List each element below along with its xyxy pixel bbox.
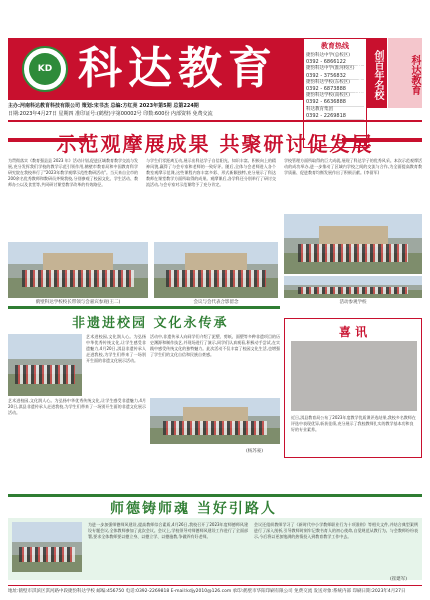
article3-divider (8, 494, 422, 497)
article1-headline: 示范观摩展成果 共聚研讨促发展 (56, 132, 374, 156)
hotline-label: 捷豹科达学校(东校区) (306, 79, 351, 85)
header-divider (8, 120, 422, 122)
article3-headline: 师德铸师魂 当好引路人 (110, 501, 277, 517)
hotline-label: 科达教育集团 (306, 106, 333, 112)
article1-col3: 学校管理方面所取得的巨大成就,展现了科达学子的优秀风采。本次示范观摩活动的成功举办,进一步推动了区域内学校之间的交流与合作,为全面提高教育教学质量、促进教育均衡发展作出了积极贡献。(李留军) (284, 158, 422, 175)
hotline-number: 0392 - 6866122 (306, 59, 364, 66)
article1-col2: 与学生们零距离互动,展示出科达学子自信阳光、知识丰富、积极向上的精神风貌,赢得了与会专家和老师的一致好评。随后,全体与会老师进入各个教室观摩示范课,这些课程内容丰富多彩、形式新颖独特,充分展示了科达教师在课堂教学方面所取得的成果。观摩课后,各学科还分别举行了研讨交流活动,与会专家对示范课给予了充分肯定。 (146, 158, 276, 187)
paper-title: 科达教育 (78, 43, 278, 94)
article1-photo-bottom-right (284, 276, 422, 298)
footer-divider (8, 585, 422, 586)
publication-meta-1: 主办:河南科达教育科技有限公司 策划:宋书杰 总编:方红亮 2023年第5期 总第224期 (8, 103, 199, 109)
hotline-number: 0392 - 3756832 (306, 73, 364, 80)
hotline-label: 捷豹科达学校(南校区) (306, 93, 351, 99)
logo-emblem: KD (29, 53, 61, 85)
article2-col2: 活动中,非遗传承人向同学们介绍了泥塑、剪纸、面塑等多种非遗项目的历史渊源和制作技艺,并现场进行了演示,同学们认真观看,积极动手尝试,在实践中感受传统文化的独特魅力。此次活动不仅丰富了校园文化生活,也增强了学生们的文化自信和民族自豪感。 (150, 334, 280, 357)
article1-photo-left (8, 242, 148, 298)
article1-caption-3: 活动参观学校 (339, 300, 367, 305)
news-box-text: 近日,淇县教育局公布了2023年度教学优质课评选结果,我校多名教师在评选中表现优异,斩获佳绩,充分展示了我校教师扎实的教学基本功和良好的专业素养。 (291, 415, 416, 432)
article3-author: (崔建军) (390, 577, 408, 582)
publication-meta-2: 日期:2023年4月27日 星期四 准印证号:(鹤壁)字第00002号 印数:600份 内部资料 免费交流 (8, 111, 213, 117)
article3-col1: 为进一步加强师德师风建设,提高教师综合素质,4月26日,我校召开了2023年度师德师风建设专题会议,全体教师参加了此次会议。会议上,学校领导对师德师风建设工作进行了全面部署,要求全体教师要以德立身、以德立学、以德施教,争做四有好老师。 (88, 522, 248, 539)
article1-caption-2: 会议与会代表合影留念 (193, 300, 239, 305)
masthead (8, 38, 303, 100)
hotline-label: 捷豹科达中学(淮河校区) (306, 66, 355, 72)
article1-col1: 为贯彻落实《教育强县县 2023 年》活动计划,促进区域教育教学交流与发展,充分发挥我们学校的教学示范引领作用,鹤壁市教育局和中国教育科学研究院在我校举行了"2023年教学观摩示范性教研活动"。当天来自全市的200余名优秀教师和教研员齐聚我校,分别参观了校园文化、学生活动、教师办公以及食堂等,共同研讨课堂教学改革的有效路径。 (8, 158, 138, 187)
hotline-number: 0392 - 6636888 (306, 99, 364, 106)
article1-photo-center (154, 242, 278, 298)
slogan-vertical-1: 创百年名校 树人才基业 (367, 38, 387, 108)
article1-caption-1: 鹤壁科达学校校长带领与会嘉宾参观(王二) (35, 300, 121, 305)
hotline-label: 捷豹科达中学(总校区) (306, 53, 351, 58)
footer-info: 地址:鹤壁市淇滨区淇河路中段捷豹科达学校 邮编:456750 电话:0392-2269818 E-mail:kdjy2010@126.com 承印:鹤壁市华阳印刷有限公司 免费交流 发送对象:系统内部 印刷日期:2023年4月27日 (8, 589, 406, 594)
article2-col3: 艺术进校园,文化润人心。为弘扬中华优秀传统文化,让学生感受非遗魅力,4月20日,淇县非遗传承人走进我校,为学生们带来了一场别开生面的非遗文化展示活动。 (8, 398, 146, 415)
article2-author: (杨苏豪) (246, 449, 264, 454)
hotline-number: 0392 - 6873888 (306, 86, 364, 93)
hotline-title: 教育热线 (321, 42, 349, 50)
news-box-title: 喜 讯 (338, 325, 368, 339)
slogan-vertical-2: 科达教育 (388, 38, 422, 108)
school-logo (22, 46, 68, 92)
article2-photo-2 (150, 398, 280, 444)
news-box (284, 318, 422, 458)
article3-photo (12, 522, 82, 572)
article2-photo-1 (8, 334, 82, 396)
article1-photo-top-right (284, 214, 422, 274)
article2-headline: 非遗进校园 文化永传承 (72, 316, 229, 331)
hotline-number: 0392 - 2269818 (306, 113, 364, 120)
news-box-photo (291, 341, 417, 411)
article3-col2: 会议还组织教师学习了《新时代中小学教师职业行为十项准则》等相关文件,并结合典型案例进行了深入剖析,引导教师时刻牢记教书育人的初心使命,自觉规范从教行为。与会教师纷纷表示,今后将以更加饱满的热情投入到教育教学工作中去。 (254, 522, 418, 539)
article2-divider (8, 306, 280, 309)
article2-col1: 艺术进校园,文化润人心。为弘扬中华优秀传统文化,让学生感受非遗魅力,4月20日,淇县非遗传承人走进我校,为学生们带来了一场别开生面的非遗文化展示活动。 (86, 334, 146, 363)
